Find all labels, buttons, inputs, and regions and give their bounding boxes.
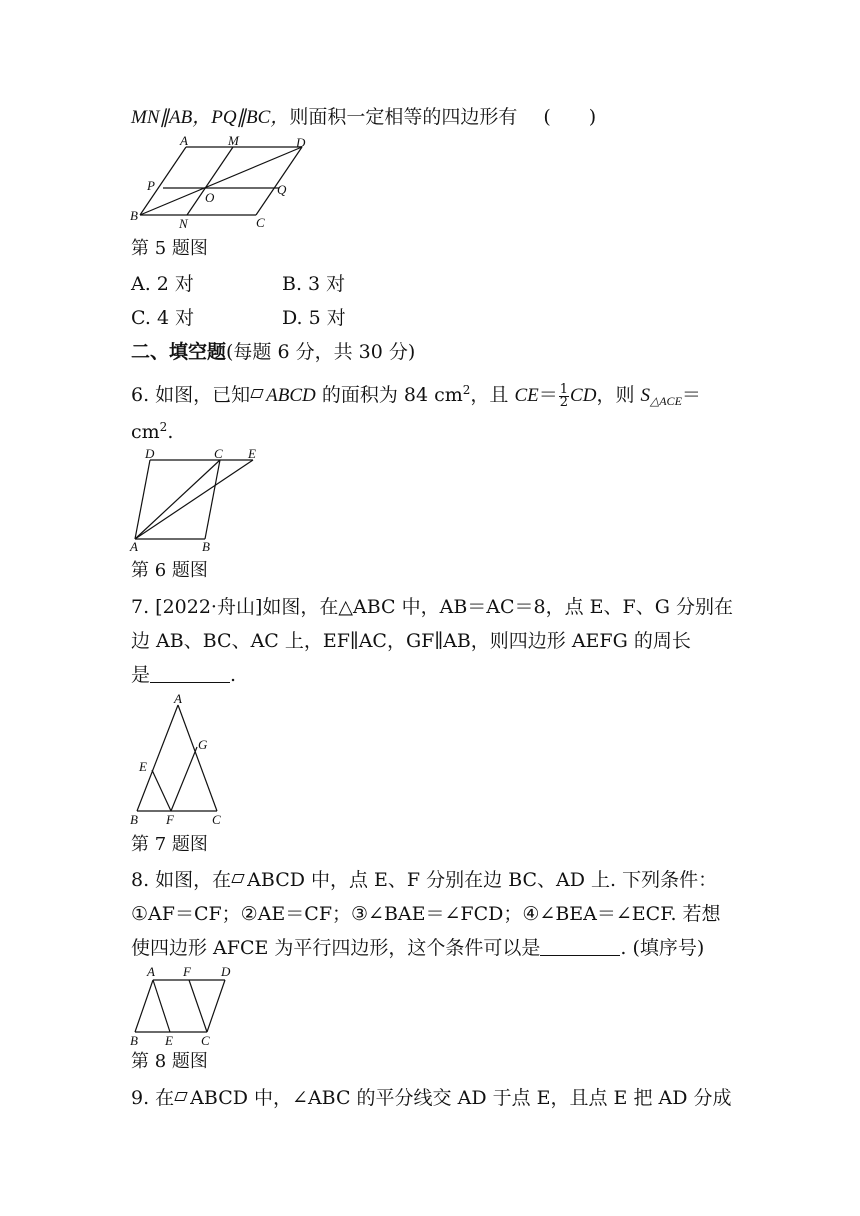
q6-then: ，则 [596,384,635,406]
q6-label-a: A [130,539,138,554]
q5-label-d: D [296,135,306,150]
q7-label-f: F [166,812,174,827]
q5-label-c: C [256,215,265,230]
q6-and: ，且 [470,384,509,406]
q8-label-b: B [130,1033,138,1048]
q6-label-e: E [248,446,256,461]
q8-caption: 第 8 题图 [131,1051,208,1072]
q6-s: S [640,385,650,406]
q8-text-line1 [131,867,717,893]
q7-label-e: E [139,759,147,774]
q6-sup: 2 [462,383,471,397]
section-note: (每题 6 分，共 30 分) [226,341,416,363]
q5-answer-paren: ( ) [543,106,597,128]
q6-caption: 第 6 题图 [131,560,208,581]
q6-s-sub: △ACE [650,394,682,408]
q8-text-line3 [131,935,704,961]
q7-answer-blank[interactable] [150,664,230,683]
q9-text-line1 [131,1085,731,1111]
q6-cd: CD [570,385,597,406]
q6-frac-num: 1 [559,381,569,397]
parallelogram-icon [232,874,245,883]
q7-label-g: G [198,737,208,752]
q6-unit-sup: 2 [159,420,168,434]
q7-caption: 第 7 题图 [131,834,208,855]
q8-label-a: A [147,964,155,979]
q6-figure [125,444,285,559]
q5-condition: MN∥AB，PQ∥BC， [131,107,290,128]
q7-label-b: B [130,812,138,827]
q7-label-a: A [174,691,182,706]
q5-label-o: O [205,190,215,205]
q8-text-line2: ①AF＝CF；②AE＝CF；③∠BAE＝∠FCD；④∠BEA＝∠ECF. 若想 [131,903,721,925]
q5-option-b: B. 3 对 [282,273,346,295]
q6-abcd: ABCD [266,385,316,406]
q5-label-a: A [180,133,188,148]
q6-label-c: C [214,446,223,461]
q5-label-p: P [147,178,155,193]
q8-label-e: E [165,1033,173,1048]
q6-label-b: B [202,539,210,554]
q5-text-line [131,104,596,131]
q8-line3-pre: 使四边形 AFCE 为平行四边形，这个条件可以是 [131,937,541,959]
q6-label-d: D [145,446,155,461]
q6-text-line2 [131,414,173,445]
q5-option-d: D. 5 对 [282,307,346,329]
q5-options-row2 [131,305,346,331]
q5-option-a: A. 2 对 [131,273,194,295]
q5-label-q: Q [277,182,287,197]
q7-figure [125,690,235,830]
q5-question: 则面积一定相等的四边形有 [289,106,518,128]
q6-ce: CE [514,385,539,406]
q8-line3-post: . (填序号) [620,937,705,959]
q6-end: . [167,421,174,443]
q6-fraction [559,381,569,410]
q8-label-d: D [221,964,231,979]
q5-option-c: C. 4 对 [131,307,195,329]
q6-area-text: 的面积为 84 cm [321,384,463,406]
q7-text-line3 [131,662,236,688]
q9-post: ABCD 中，∠ABC 的平分线交 AD 于点 E，且点 E 把 AD 分成 [190,1087,732,1109]
section-title: 二、填空题 [131,341,227,363]
q9-pre: 9. 在 [131,1087,175,1109]
q7-text-line1: 7. [2022·舟山]如图，在△ABC 中，AB＝AC＝8，点 E、F、G 分别在 [131,596,733,618]
q5-label-n: N [179,216,188,231]
q5-options-row1 [131,271,346,297]
q8-label-f: F [183,964,191,979]
q5-caption: 第 5 题图 [131,238,208,259]
parallelogram-icon [251,389,264,398]
q8-answer-blank[interactable] [540,937,620,956]
q6-prefix: 6. 如图，已知 [131,384,251,406]
q6-frac-den: 2 [559,394,569,410]
q6-eq2: ＝ [681,384,701,406]
parallelogram-icon [175,1092,188,1101]
q7-line3-post: . [230,664,237,686]
q5-label-m: M [228,133,239,148]
q6-unit: cm [131,421,160,443]
q8-figure [125,961,245,1051]
q7-line3-pre: 是 [131,664,151,686]
q7-label-c: C [212,812,221,827]
q8-line1-post: ABCD 中，点 E、F 分别在边 BC、AD 上. 下列条件： [247,869,718,891]
section-heading [131,339,415,365]
q8-label-c: C [201,1033,210,1048]
q6-text-line1 [131,377,701,414]
q5-label-b: B [130,208,138,223]
q7-text-line2: 边 AB、BC、AC 上，EF∥AC，GF∥AB，则四边形 AEFG 的周长 [131,630,691,652]
q6-eq: ＝ [538,384,558,406]
q8-line1-pre: 8. 如图，在 [131,869,232,891]
q5-figure [125,134,325,234]
